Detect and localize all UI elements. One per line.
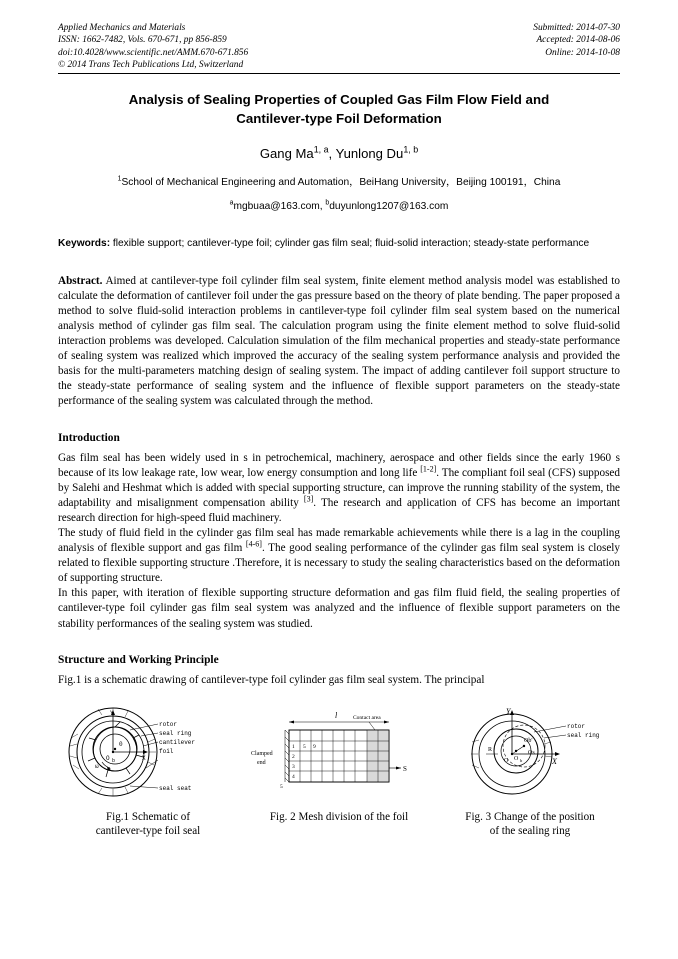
- citation-ref: [1-2]: [420, 463, 437, 473]
- figure-3: [440, 702, 620, 838]
- journal-header-right: [533, 22, 620, 71]
- author-1-affil-marker: 1, a: [313, 144, 329, 155]
- email-a-marker: a: [229, 199, 234, 207]
- svg-text:l: l: [335, 710, 338, 720]
- text-run: Fig.1 is a schematic drawing of cantilever-type foil cylinder gas film seal system. The principal: [58, 673, 485, 686]
- author-list: [58, 146, 620, 161]
- text-run: . The research and application of CFS has become an important research direction for high-speed fluid machinery.: [58, 496, 621, 524]
- svg-text:O: O: [106, 754, 110, 762]
- svg-text:seal ring: seal ring: [159, 729, 192, 737]
- author-2-affil-marker: 1, b: [403, 144, 419, 155]
- figure-1: [58, 702, 238, 838]
- author-2-name: Yunlong Du: [335, 146, 404, 162]
- author-emails: [58, 201, 620, 212]
- date-online: Online: 2014-10-08: [545, 47, 620, 58]
- svg-text:O: O: [514, 755, 519, 762]
- paper-content: [58, 22, 620, 838]
- section-heading-introduction: Introduction: [58, 431, 120, 444]
- affiliation: [58, 175, 620, 190]
- svg-text:2: 2: [292, 753, 295, 760]
- affiliation-marker: 1: [117, 175, 122, 183]
- svg-text:O: O: [504, 757, 509, 764]
- svg-text:S: S: [403, 764, 407, 773]
- figure-1-caption-line-2: cantilever-type foil seal: [95, 824, 201, 837]
- abstract-text: Aimed at cantilever-type foil cylinder film seal system, finite element method analysis model was established to calculate the deformation of cantilever foil under the gas pressure based on the theory of plate bending. The paper proposed a method to solve fluid-solid interaction problems in cantilever-type foil cylinder film seal system based on the numerical analysis method of cylinder gas film seal. The calculation program using the finite element method to solve fluid-solid interaction problems was developed. Calculation simulation of the film mechanical properties and steady-state performance of sealing system was realized which improved the accuracy of the sealing system performance analysis and provided the basis for the multi-parameters matching design of sealing system. The impact of adding cantilever foil support structure to the steady-state performance of sealing system and the influence of flexible support parameters on the steady-state performance of the sealing system was calculated through the method.: [58, 274, 620, 408]
- svg-text:b: b: [520, 757, 523, 763]
- text-run: . The compliant foil seal (CFS) supposed by Salehi and Heshmat which is added with special supporting structure, can improve the running stability of the system, the adaptability and misalignment compensation ability: [58, 466, 620, 509]
- svg-text:rotor: rotor: [567, 722, 586, 730]
- svg-text:seal seat: seal seat: [159, 784, 192, 792]
- journal-copyright: © 2014 Trans Tech Publications Ltd, Switzerland: [58, 59, 244, 70]
- page-title: [58, 90, 620, 128]
- svg-text:X: X: [552, 756, 557, 766]
- page-title-line-1: Analysis of Sealing Properties of Coupled Gas Film Flow Field and: [128, 92, 550, 108]
- figure-1-image: [58, 702, 238, 802]
- text-run: The study of fluid field in the cylinder gas film seal has made remarkable achievements while there is a lag in the coupling analysis of flexible support and gas film: [58, 527, 620, 555]
- citation-ref: [3]: [303, 494, 314, 504]
- figure-2-caption-line-1: Fig. 2 Mesh division of the foil: [269, 810, 409, 823]
- svg-text:0: 0: [119, 740, 123, 748]
- email-a: mgbuaa@163.com,: [233, 201, 326, 213]
- svg-text:b: b: [112, 757, 116, 764]
- figure-3-caption-line-2: of the sealing ring: [489, 824, 571, 837]
- journal-header-left: [58, 22, 248, 71]
- svg-text:R: R: [488, 746, 493, 753]
- keywords-label: Keywords:: [58, 238, 111, 250]
- svg-text:Y: Y: [110, 709, 114, 717]
- svg-text:Contact area: Contact area: [353, 714, 381, 721]
- figure-2-image: [249, 702, 429, 802]
- figure-2: [249, 702, 429, 838]
- svg-text:foil: foil: [159, 747, 174, 755]
- paragraph-structure-1: [58, 673, 620, 688]
- figure-2-caption: [249, 810, 429, 824]
- svg-text:5: 5: [303, 743, 306, 750]
- author-separator: ,: [328, 146, 336, 162]
- journal-issn: ISSN: 1662-7482, Vols. 670-671, pp 856-859: [58, 35, 227, 46]
- journal-name: Applied Mechanics and Materials: [58, 23, 186, 33]
- svg-text:9: 9: [313, 743, 316, 750]
- section-heading-structure: Structure and Working Principle: [58, 653, 219, 666]
- date-accepted: Accepted: 2014-08-06: [536, 35, 620, 46]
- keywords-text: flexible support; cantilever-type foil; cylinder gas film seal; fluid-solid interaction; steady-state performance: [110, 238, 590, 250]
- svg-text:seal ring: seal ring: [567, 731, 600, 739]
- svg-text:Y: Y: [506, 706, 511, 716]
- svg-text:end: end: [257, 759, 266, 766]
- text-run: In this paper, with iteration of flexible supporting structure deformation and gas film fluid field, the sealing properties of cantilever-type foil cylinder gas film seal system was analyzed and the influence of flexible support parameters on the stability performances of the sealing system was studied.: [58, 587, 620, 630]
- figure-3-caption-line-1: Fig. 3 Change of the position: [465, 810, 595, 823]
- svg-text:4: 4: [292, 773, 295, 780]
- keywords: [58, 236, 620, 252]
- affiliation-text: School of Mechanical Engineering and Automation，BeiHang University，Beijing 100191，China: [121, 177, 561, 189]
- journal-doi: doi:10.4028/www.scientific.net/AMM.670-671.856: [58, 47, 249, 58]
- svg-text:Ob': Ob': [524, 737, 533, 744]
- svg-text:rotor: rotor: [159, 720, 178, 728]
- figure-row: [58, 702, 620, 838]
- email-b-marker: b: [325, 199, 330, 207]
- svg-text:5: 5: [280, 783, 283, 790]
- svg-text:Clamped: Clamped: [251, 750, 273, 757]
- svg-text:cantilever: cantilever: [159, 738, 196, 746]
- journal-header: [58, 22, 620, 71]
- text-run: Gas film seal has been widely used in s in petrochemical, machinery, aerospace and other fields since the early 1960 s because of its low leakage rate, low wear, low energy consumption and long life: [58, 451, 620, 479]
- figure-1-caption: [58, 810, 238, 838]
- date-submitted: Submitted: 2014-07-30: [533, 23, 620, 33]
- text-run: . The good sealing performance of the cylinder gas film seal system is closely related to flexible supporting structure .Therefore, it is necessary to study the sealing characteristics based on the deformation of supporting structure.: [58, 542, 620, 585]
- author-1-name: Gang Ma: [259, 146, 314, 162]
- figure-3-image: [440, 702, 620, 802]
- paragraph-intro-1: [58, 451, 620, 526]
- paragraph-intro-2: [58, 526, 620, 586]
- svg-text:ω: ω: [95, 762, 99, 770]
- svg-text:1: 1: [292, 743, 295, 750]
- header-divider: [58, 73, 620, 74]
- citation-ref: [4-6]: [245, 539, 262, 549]
- email-b: duyunlong1207@163.com: [329, 201, 449, 213]
- abstract-label: Abstract.: [58, 274, 103, 287]
- figure-1-caption-line-1: Fig.1 Schematic of: [105, 810, 191, 823]
- abstract: [58, 274, 620, 410]
- svg-text:X: X: [142, 754, 146, 762]
- figure-3-caption: [440, 810, 620, 838]
- paragraph-intro-3: [58, 586, 620, 631]
- page-title-line-2: Cantilever-type Foil Deformation: [236, 111, 442, 127]
- svg-text:3: 3: [292, 763, 295, 770]
- svg-text:Os: Os: [528, 749, 535, 756]
